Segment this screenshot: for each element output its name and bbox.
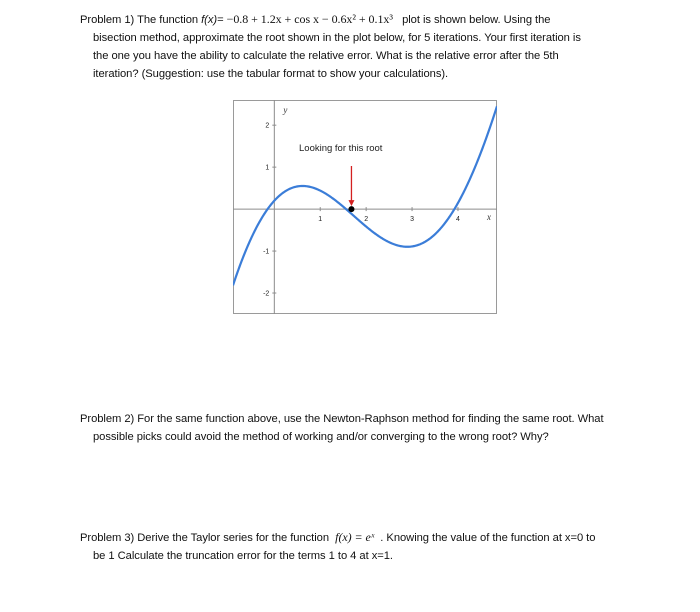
y-tick-label: 2	[265, 122, 270, 130]
x-tick-label: 1	[318, 216, 323, 224]
y-tick-label: -2	[263, 290, 270, 298]
y-axis-letter: y	[283, 105, 288, 115]
root-arrow-head	[348, 200, 354, 206]
annotation-layer	[299, 143, 383, 212]
problem-3-prefix: Problem 3) Derive the Taylor series for the function	[80, 532, 330, 544]
function-plot	[233, 100, 497, 314]
problem-3-line-2: be 1 Calculate the truncation error for the terms 1 to 4 at x=1.	[93, 550, 393, 562]
problem-2	[80, 410, 660, 446]
plot-svg	[233, 100, 497, 314]
curve-layer	[233, 106, 497, 285]
problem-3-line-1	[80, 528, 660, 547]
plot-frame	[234, 101, 497, 314]
problem-1-suffix: plot is shown below. Using the	[402, 14, 551, 26]
problem-1-prefix: Problem 1) The function	[80, 14, 202, 26]
problem-1-line-3: the one you have the ability to calculate the relative error. What is the relative error after the 5th	[93, 50, 559, 62]
root-marker	[348, 206, 354, 212]
x-axis-letter: x	[487, 212, 491, 223]
function-curve	[233, 106, 497, 285]
root-annotation: Looking for this root	[299, 143, 383, 154]
problem-2-line-2: possible picks could avoid the method of working and/or converging to the wrong root? Why?	[93, 431, 549, 443]
problem-1-line-1	[80, 10, 660, 29]
x-tick-label: 2	[364, 216, 369, 224]
problem-1-line-2: bisection method, approximate the root shown in the plot below, for 5 iterations. Your first iteration is	[93, 32, 581, 44]
y-tick-label: 1	[265, 164, 270, 172]
axes	[233, 100, 497, 314]
problem-3	[80, 528, 660, 565]
problem-1-line-4: iteration? (Suggestion: use the tabular format to show your calculations).	[93, 68, 449, 80]
problem-1	[80, 10, 660, 83]
function-equation: −0.8 + 1.2x + cos x − 0.6x² + 0.1x³	[226, 12, 393, 26]
problem-3-suffix: . Knowing the value of the function at x=0 to	[380, 532, 596, 544]
equals-sign: =	[217, 14, 227, 26]
taylor-function-equation: f(x) = eˣ	[335, 530, 375, 544]
x-tick-label: 3	[410, 216, 415, 224]
y-tick-label: -1	[263, 248, 270, 256]
function-label: f(x)	[201, 14, 218, 26]
problem-2-line-1: Problem 2) For the same function above, use the Newton-Raphson method for finding the same root. What	[80, 413, 604, 425]
x-tick-label: 4	[456, 216, 460, 224]
